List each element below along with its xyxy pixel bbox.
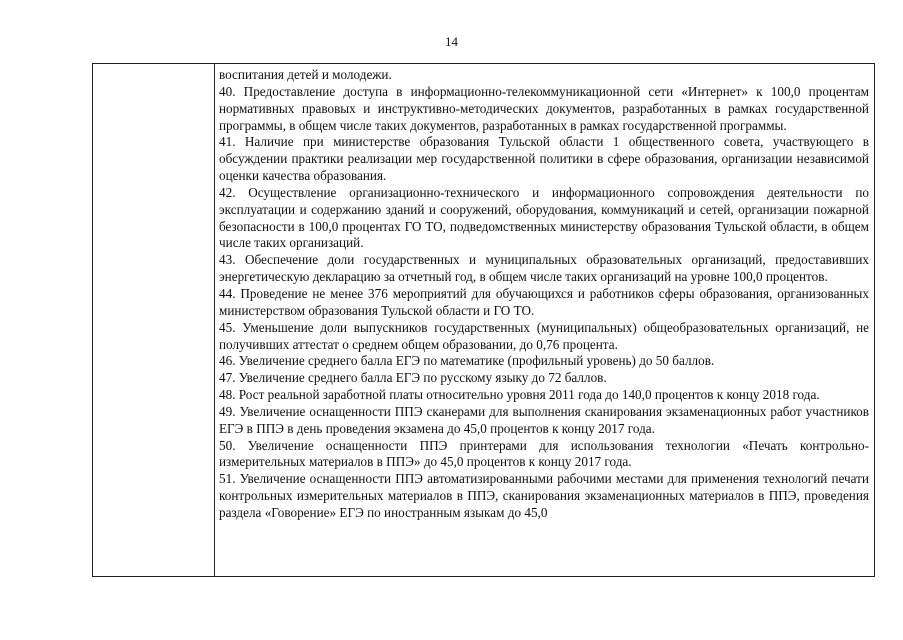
paragraph-item-42: 42. Осуществление организационно-технического и информационного сопровождения деятельности по эксплуатации и содержанию зданий и сооружений, оборудования, коммуникаций и сетей, организации пожарной безопасности в 100,0 процентах ГО ТО, подведомственных министерству образования Тульской области, в общем числе таких организаций. bbox=[219, 184, 869, 251]
paragraph-item-51: 51. Увеличение оснащенности ППЭ автоматизированными рабочими местами для применения технологий печати контрольных измерительных материалов в ППЭ, сканирования экзаменационных материалов в ППЭ, проведения раздела «Говорение» ЕГЭ по иностранным языкам до 45,0 bbox=[219, 471, 869, 520]
paragraph-item-46: 46. Увеличение среднего балла ЕГЭ по математике (профильный уровень) до 50 баллов. bbox=[219, 353, 715, 369]
paragraph-item-43: 43. Обеспечение доли государственных и муниципальных образовательных организаций, предоставивших энергетическую декларацию за отчетный год, в общем числе таких организаций на уровне 100,0 процентов. bbox=[219, 252, 869, 285]
document-table bbox=[92, 63, 875, 577]
paragraph-intro-tail: воспитания детей и молодежи. bbox=[219, 67, 392, 82]
table-right-cell bbox=[215, 64, 874, 576]
table-left-cell bbox=[93, 64, 215, 576]
paragraph-item-41: 41. Наличие при министерстве образования Тульской области 1 общественного совета, участвующего в обсуждении практики реализации мер государственной политики в сфере образования, организации независимой оценки качества образования. bbox=[219, 134, 869, 184]
page-number: 14 bbox=[445, 34, 458, 49]
paragraph-item-40: 40. Предоставление доступа в информационно-телекоммуникационной сети «Интернет» к 100,0 процентам нормативных правовых и инструктивно-методических документов, разработанных в рамках государственной программы, в общем числе таких документов, разработанных в рамках государственной программы. bbox=[219, 83, 869, 133]
paragraph-item-48: 48. Рост реальной заработной платы относительно уровня 2011 года до 140,0 процентов к концу 2018 года. bbox=[219, 387, 820, 403]
paragraph-item-47: 47. Увеличение среднего балла ЕГЭ по русскому языку до 72 баллов. bbox=[219, 370, 607, 386]
paragraph-item-49: 49. Увеличение оснащенности ППЭ сканерами для выполнения сканирования экзаменационных работ участников ЕГЭ в ППЭ в день проведения экзамена до 45,0 процентов к концу 2017 года. bbox=[219, 403, 869, 436]
paragraph-item-44: 44. Проведение не менее 376 мероприятий для обучающихся и работников сферы образования, организованных министерством образования Тульской области и ГО ТО. bbox=[219, 285, 869, 318]
paragraph-item-45: 45. Уменьшение доли выпускников государственных (муниципальных) общеобразовательных организаций, не получивших аттестат о среднем общем образовании, до 0,76 процента. bbox=[219, 319, 869, 352]
paragraph-item-50: 50. Увеличение оснащенности ППЭ принтерами для использования технологии «Печать контрольно-измерительных материалов в ППЭ» до 45,0 процентов к концу 2017 года. bbox=[219, 437, 869, 470]
